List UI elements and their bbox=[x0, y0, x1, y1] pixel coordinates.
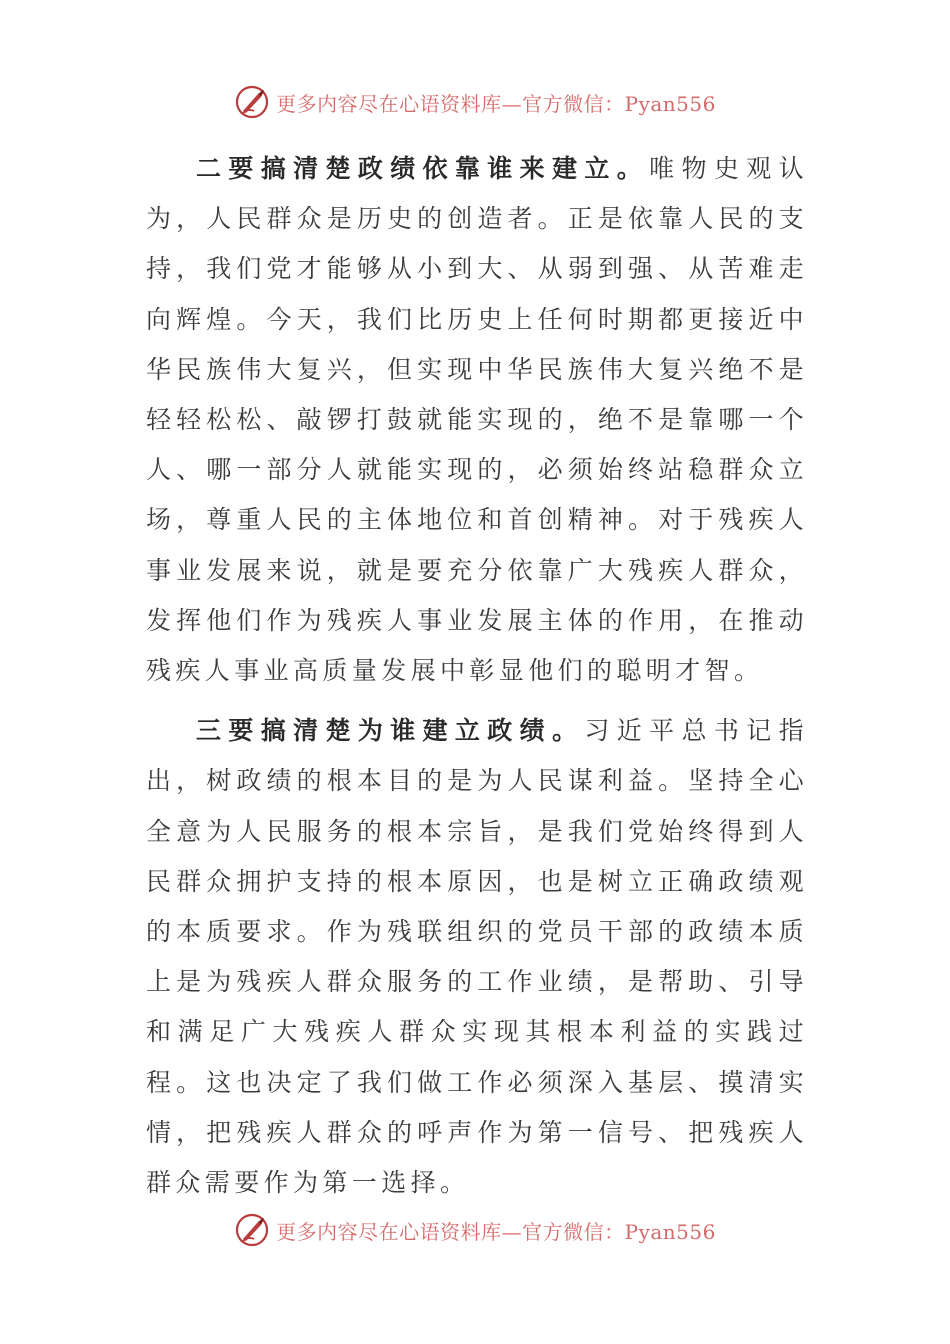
paragraph-3-text: 习近平总书记指出，树政绩的根本目的是为人民谋利益。坚持全心全意为人民服务的根本宗旨，是我们党始终得到人民群众拥护支持的根本原因，也是树立正确政绩观的本质要求。作为残联组织的党员干部的政绩本质上是为残疾人群众服务的工作业绩，是帮助、引导和满足广大残疾人群众实现其根本利益的实践过程。这也决定了我们做工作必须深入基层、摸清实情，把残疾人群众的呼声作为第一信号、把残疾人群众需要作为第一选择。 bbox=[146, 716, 808, 1198]
paragraph-2 bbox=[146, 144, 808, 696]
footer-banner-text: 更多内容尽在心语资料库—官方微信：Pyan556 bbox=[276, 1219, 716, 1244]
paragraph-3 bbox=[146, 706, 808, 1208]
pen-logo-icon bbox=[234, 84, 270, 120]
document-body bbox=[146, 144, 808, 1218]
paragraph-2-text: 唯物史观认为，人民群众是历史的创造者。正是依靠人民的支持，我们党才能够从小到大、从弱到强、从苦难走向辉煌。今天，我们比历史上任何时期都更接近中华民族伟大复兴，但实现中华民族伟大复兴绝不是轻轻松松、敲锣打鼓就能实现的，绝不是靠哪一个人、哪一部分人就能实现的，必须始终站稳群众立场，尊重人民的主体地位和首创精神。对于残疾人事业发展来说，就是要充分依靠广大残疾人群众，发挥他们作为残疾人事业发展主体的作用，在推动残疾人事业高质量发展中彰显他们的聪明才智。 bbox=[146, 154, 808, 686]
footer-banner bbox=[0, 1210, 950, 1250]
paragraph-3-heading: 三要搞清楚为谁建立政绩。 bbox=[196, 716, 585, 746]
pen-logo-icon bbox=[234, 1212, 270, 1248]
paragraph-2-heading: 二要搞清楚政绩依靠谁来建立。 bbox=[196, 154, 650, 183]
header-banner bbox=[0, 82, 950, 122]
header-banner-text: 更多内容尽在心语资料库—官方微信：Pyan556 bbox=[276, 91, 716, 116]
